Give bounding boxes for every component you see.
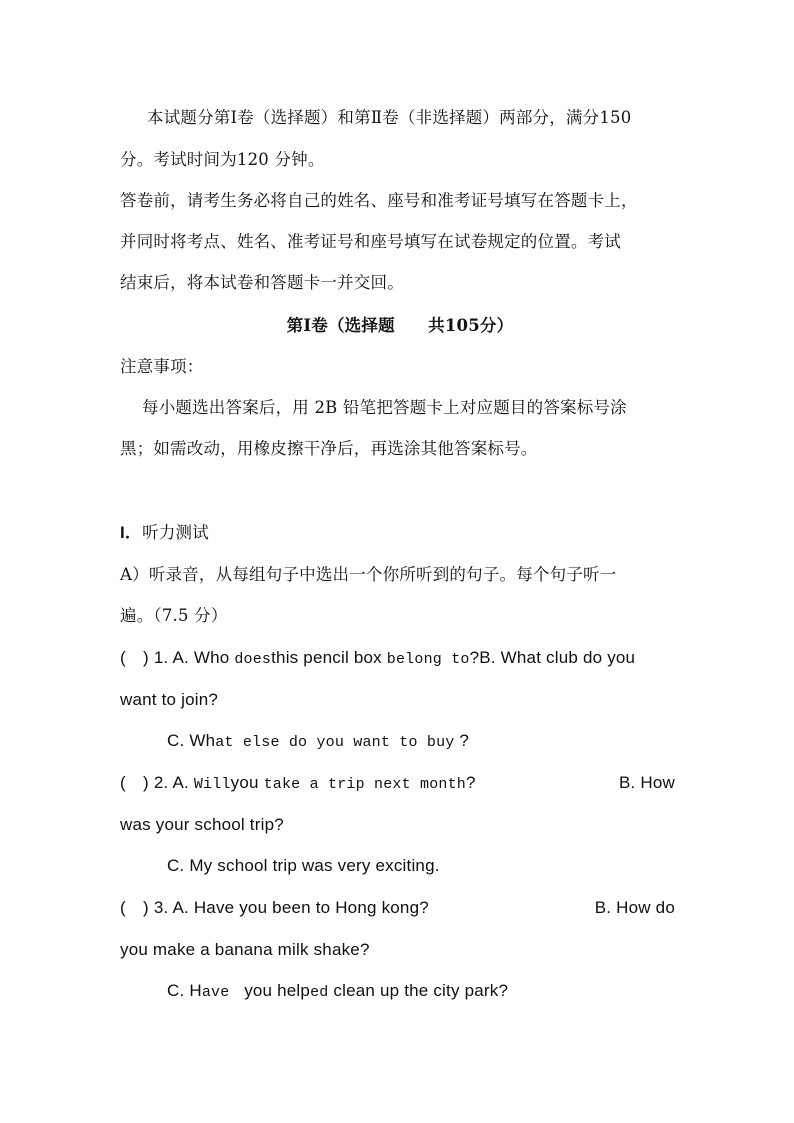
question-1-option-c xyxy=(167,731,727,753)
q3-c-text-2: ave xyxy=(201,984,230,1001)
q2-a-text-5: ? xyxy=(466,773,476,792)
q3-c-text-3: you help xyxy=(229,981,311,1000)
notice-label: 注意事项： xyxy=(120,357,204,376)
q1-a-text-2: does xyxy=(234,651,272,668)
part-a-line-1: A）听录音，从每组句子中选出一个你所听到的句子。每个句子听一 xyxy=(120,565,617,584)
q1-c-text-1: C. Wh xyxy=(167,731,216,750)
q1-c-text-3: ? xyxy=(454,731,470,750)
question-1-bracket: ( ) 1. xyxy=(120,648,169,667)
q1-a-text-5: belong to xyxy=(386,651,470,668)
part-a-line-2: 遍。（7.5 分） xyxy=(120,606,228,625)
notice-line-2: 黑；如需改动，用橡皮擦干净后，再选涂其他答案标号。 xyxy=(120,439,538,458)
q2-a-text-3: you xyxy=(230,773,264,792)
q1-a-text-6: ?B. What club do you xyxy=(469,648,636,667)
listening-heading xyxy=(120,523,680,543)
question-3-continuation: you make a banana milk shake? xyxy=(120,940,370,959)
q1-a-text-3: this pencil xyxy=(271,648,354,667)
question-3-option-a: A. Have you been to Hong kong? xyxy=(172,898,429,917)
listening-heading-number: I． xyxy=(120,523,143,542)
question-2-option-c: C. My school trip was very exciting. xyxy=(167,856,440,875)
question-2-option-a xyxy=(172,773,475,792)
question-3-option-c xyxy=(167,981,727,1003)
intro-line-3: 答卷前，请考生务必将自己的姓名、座号和准考证号填写在答题卡上， xyxy=(120,191,638,210)
question-1-line xyxy=(120,648,680,670)
section-title: 第Ⅰ卷（选择题 共105分） xyxy=(286,316,514,335)
question-1-continuation: want to join? xyxy=(120,690,219,709)
q1-c-text-2: at else do you want to buy xyxy=(215,734,455,751)
listening-heading-text: 听力测试 xyxy=(142,523,209,542)
question-2-bracket: ( ) 2. xyxy=(120,773,169,792)
intro-line-1: 本试题分第Ⅰ卷（选择题）和第Ⅱ卷（非选择题）两部分，满分150 xyxy=(147,108,632,127)
q2-a-text-2: Will xyxy=(193,776,231,793)
question-3-line xyxy=(120,898,675,918)
question-3-bracket: ( ) 3. xyxy=(120,898,169,917)
q2-a-text-4: take a trip next month xyxy=(263,776,467,793)
q1-a-text-1: A. Who xyxy=(172,648,235,667)
q1-a-text-4: box xyxy=(353,648,387,667)
q3-c-text-4: ed xyxy=(310,984,329,1001)
question-2-line xyxy=(120,773,675,795)
question-2-option-b: B. How xyxy=(619,773,675,792)
question-1-option-a xyxy=(172,648,635,667)
q3-c-text-5: clean up the city park? xyxy=(328,981,509,1000)
intro-line-4: 并同时将考点、姓名、准考证号和座号填写在试卷规定的位置。考试 xyxy=(120,232,621,251)
notice-line-1: 每小题选出答案后，用 2B 铅笔把答题卡上对应题目的答案标号涂 xyxy=(142,398,627,417)
question-3-option-b: B. How do xyxy=(594,898,675,917)
question-2-continuation: was your school trip? xyxy=(120,815,284,834)
intro-line-5: 结束后，将本试卷和答题卡一并交回。 xyxy=(120,273,404,292)
q3-c-text-1: C. H xyxy=(167,981,202,1000)
q2-a-text-1: A. xyxy=(172,773,194,792)
intro-line-2: 分。考试时间为120 分钟。 xyxy=(120,150,325,169)
